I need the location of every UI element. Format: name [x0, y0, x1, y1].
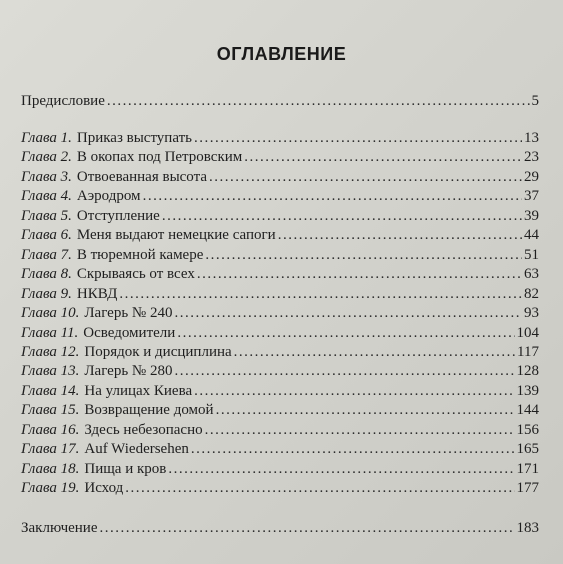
chapter-name: НКВД: [76, 285, 118, 302]
toc-entry-chapter: [21, 400, 539, 420]
entry-title: [21, 361, 172, 381]
dot-leader: [244, 147, 522, 167]
toc-entry-chapter: [21, 167, 539, 187]
entry-title: [21, 167, 207, 187]
dot-leader: [194, 381, 514, 401]
entry-page: 144: [516, 402, 539, 419]
toc-entry-chapter: [21, 206, 539, 226]
entry-title: [21, 400, 214, 420]
dot-leader: [194, 128, 522, 148]
dot-leader: [162, 206, 522, 226]
toc-entry-chapter: [21, 439, 539, 459]
toc-entry-chapter: [21, 478, 539, 498]
entry-title: [21, 478, 123, 498]
entry-page: 44: [524, 227, 539, 244]
chapter-number: Глава 4.: [21, 188, 72, 205]
toc-entry-chapter: [21, 284, 539, 304]
entry-title: [21, 245, 203, 265]
dot-leader: [191, 439, 515, 459]
dot-leader: [205, 420, 515, 440]
dot-leader: [278, 225, 522, 245]
chapter-name: Лагерь № 240: [84, 305, 173, 321]
entry-page: 104: [516, 324, 539, 341]
toc-entry-chapter: [21, 128, 539, 148]
toc-entry-chapter: [21, 147, 539, 167]
entry-page: 165: [516, 441, 539, 458]
entry-page: 82: [524, 285, 539, 302]
entry-page: 37: [524, 188, 539, 205]
entry-title: [21, 439, 189, 459]
entry-title: [21, 420, 203, 440]
entry-title: [21, 147, 242, 167]
toc-entry-chapter: [21, 381, 539, 401]
chapter-number: Глава 11.: [21, 324, 79, 341]
toc-entry-chapter: [21, 264, 539, 284]
dot-leader: [177, 323, 514, 343]
entry-page: 139: [516, 382, 539, 399]
entry-title: Предисловие: [21, 93, 105, 109]
chapter-name: На улицах Киева: [84, 382, 193, 399]
chapter-number: Глава 3.: [21, 168, 72, 185]
entry-page: 63: [524, 266, 539, 283]
chapter-name: В тюремной камере: [76, 246, 204, 263]
entry-page: 51: [524, 246, 539, 263]
entry-title: [21, 323, 175, 343]
entry-title: [21, 284, 117, 304]
entry-title: [21, 342, 232, 362]
chapter-number: Глава 13.: [21, 363, 80, 380]
entry-title: [21, 303, 172, 323]
chapter-name: Лагерь № 280: [84, 363, 173, 380]
entry-title: [21, 128, 192, 148]
toc-entry-chapter: [21, 225, 539, 245]
chapter-number: Глава 1.: [21, 130, 72, 146]
entry-page: 128: [516, 363, 539, 380]
toc-entry-chapter: [21, 459, 539, 479]
entry-page: 93: [524, 305, 539, 321]
entry-title: [21, 264, 195, 284]
chapter-number: Глава 6.: [21, 227, 72, 244]
entry-title: [21, 381, 192, 401]
chapter-name: Auf Wiedersehen: [84, 441, 189, 458]
chapter-number: Глава 19.: [21, 480, 80, 497]
chapter-name: Аэродром: [76, 188, 141, 205]
toc-entry-conclusion: [21, 518, 539, 538]
dot-leader: [119, 284, 522, 304]
dot-leader: [168, 459, 514, 479]
entry-page: 171: [516, 460, 539, 477]
chapter-number: Глава 15.: [21, 402, 80, 419]
chapter-name: Пища и кров: [84, 460, 167, 477]
chapter-number: Глава 17.: [21, 441, 80, 458]
entry-title: [21, 206, 160, 226]
chapter-number: Глава 8.: [21, 266, 72, 283]
entry-page: 39: [524, 207, 539, 224]
entry-page: 23: [524, 149, 539, 166]
toc-entry-chapter: [21, 303, 539, 323]
toc-entry-chapter: [21, 323, 539, 343]
entry-page: 183: [516, 520, 539, 536]
dot-leader: [100, 518, 515, 538]
entry-page: 156: [516, 421, 539, 438]
chapter-name: Скрываясь от всех: [76, 266, 195, 283]
toc-entry-preface: [21, 91, 539, 111]
entry-title: [21, 186, 141, 206]
chapter-name: Осведомители: [83, 324, 176, 341]
toc-entry-chapter: [21, 245, 539, 265]
dot-leader: [125, 478, 514, 498]
dot-leader: [216, 400, 515, 420]
entry-page: 177: [516, 480, 539, 497]
chapter-name: Порядок и дисциплина: [84, 343, 232, 360]
chapter-number: Глава 5.: [21, 207, 72, 224]
toc-entry-chapter: [21, 342, 539, 362]
chapter-number: Глава 18.: [21, 460, 80, 477]
dot-leader: [143, 186, 522, 206]
dot-leader: [209, 167, 522, 187]
entry-title: [21, 225, 276, 245]
entry-title: [21, 459, 166, 479]
chapter-name: Меня выдают немецкие сапоги: [76, 227, 276, 244]
toc-entry-chapter: [21, 186, 539, 206]
entry-title: Заключение: [21, 520, 98, 536]
dot-leader: [197, 264, 522, 284]
entry-page: 117: [517, 343, 539, 360]
page-title: ОГЛАВЛЕНИЕ: [216, 44, 347, 64]
chapter-name: Приказ выступать: [76, 130, 192, 146]
dot-leader: [174, 361, 514, 381]
chapter-name: Отступление: [76, 207, 160, 224]
chapter-name: Отвоеванная высота: [76, 168, 208, 185]
entry-page: 5: [531, 93, 539, 109]
entry-page: 13: [524, 130, 539, 146]
chapter-number: Глава 10.: [21, 305, 80, 321]
chapter-name: Исход: [84, 480, 124, 497]
chapter-number: Глава 9.: [21, 285, 72, 302]
chapter-number: Глава 12.: [21, 343, 80, 360]
entry-page: 29: [524, 168, 539, 185]
chapter-number: Глава 16.: [21, 421, 80, 438]
chapter-name: Здесь небезопасно: [84, 421, 203, 438]
toc-entry-chapter: [21, 420, 539, 440]
chapter-number: Глава 14.: [21, 382, 80, 399]
dot-leader: [107, 91, 530, 111]
chapter-name: В окопах под Петровским: [76, 149, 243, 166]
chapter-name: Возвращение домой: [84, 402, 214, 419]
toc-entry-chapter: [21, 361, 539, 381]
dot-leader: [174, 303, 522, 323]
dot-leader: [234, 342, 515, 362]
chapter-number: Глава 2.: [21, 149, 72, 166]
dot-leader: [205, 245, 522, 265]
chapter-number: Глава 7.: [21, 246, 72, 263]
